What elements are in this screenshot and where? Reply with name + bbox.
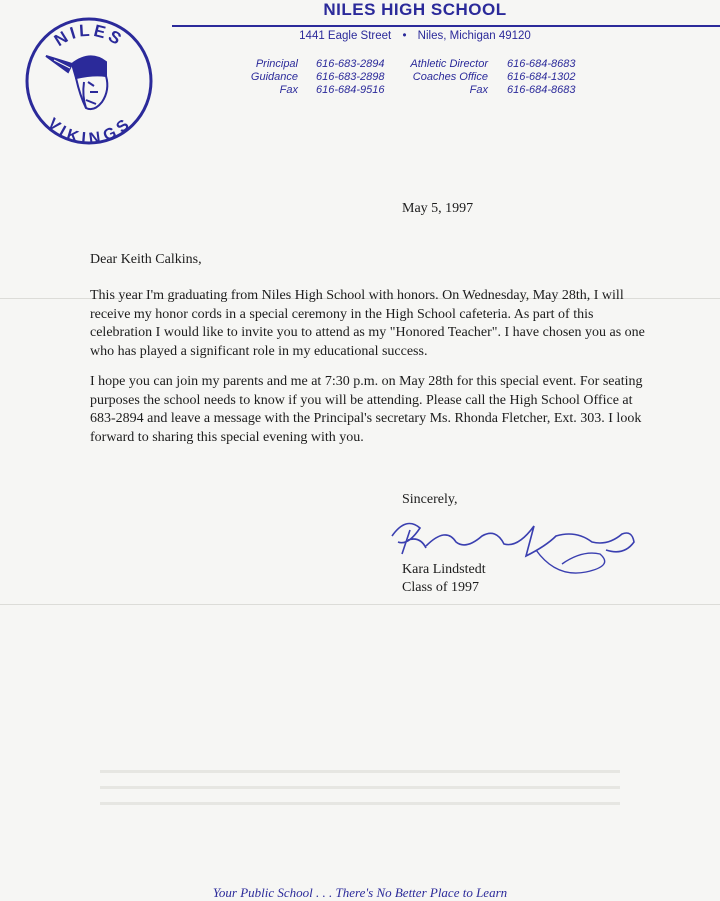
viking-helmet-icon xyxy=(46,56,107,109)
signer-name: Kara Lindstedt xyxy=(402,562,486,577)
contact-number: 616-683-2894 xyxy=(316,58,385,70)
paper-fold xyxy=(0,604,720,605)
contact-number: 616-684-8683 xyxy=(507,84,576,96)
contact-label: Principal xyxy=(255,58,298,70)
contacts-right-labels xyxy=(400,58,488,97)
contact-number: 616-684-1302 xyxy=(507,71,576,83)
header-rule xyxy=(172,25,720,27)
contact-label: Athletic Director xyxy=(410,58,488,70)
bleed-through-line xyxy=(100,770,620,773)
contact-label: Coaches Office xyxy=(412,71,488,83)
contact-number: 616-684-8683 xyxy=(507,58,576,70)
closing: Sincerely, xyxy=(402,492,458,507)
salutation: Dear Keith Calkins, xyxy=(90,252,202,267)
footer-tagline: Your Public School . . . There's No Better Place to Learn xyxy=(212,885,508,900)
address-city: Niles, Michigan 49120 xyxy=(417,30,531,42)
contact-number: 616-684-9516 xyxy=(316,84,385,96)
letter-date: May 5, 1997 xyxy=(402,201,474,216)
contacts-left-numbers xyxy=(316,58,396,97)
school-address xyxy=(250,30,580,42)
contact-number: 616-683-2898 xyxy=(316,71,385,83)
address-separator: • xyxy=(402,30,407,42)
logo-top-text: NILES xyxy=(50,20,128,51)
contact-label: Fax xyxy=(469,84,488,96)
school-name: NILES HIGH SCHOOL xyxy=(323,0,507,19)
bleed-through-line xyxy=(100,786,620,789)
logo-bottom-text: VIKINGS xyxy=(43,115,135,146)
signer-class: Class of 1997 xyxy=(402,580,479,595)
paragraph-2: I hope you can join my parents and me at 7:30 p.m. on May 28th for this special event. For seating purposes the school needs to know if you will be attending. Please call the High School Office at 683-2894 and leave a message with the Principal's secretary Ms. Rhonda Fletcher, Ext. 303. I look forward to sharing this special evening with you. xyxy=(90,374,643,445)
niles-vikings-logo xyxy=(24,16,154,146)
bleed-through-line xyxy=(100,802,620,805)
contacts-left-labels xyxy=(218,58,298,97)
paragraph-1: This year I'm graduating from Niles High School with honors. On Wednesday, May 28th, I will receive my honor cords in a special ceremony in the High School cafeteria. As part of this celebration I would like to invite you to attend as my "Honored Teacher". I have chosen you as one who has played a significant role in my educational success. xyxy=(90,288,645,359)
address-street: 1441 Eagle Street xyxy=(299,30,392,42)
svg-text:VIKINGS xyxy=(44,115,134,146)
contacts-right-numbers xyxy=(507,58,587,97)
contact-label: Guidance xyxy=(250,71,298,83)
contact-label: Fax xyxy=(279,84,298,96)
